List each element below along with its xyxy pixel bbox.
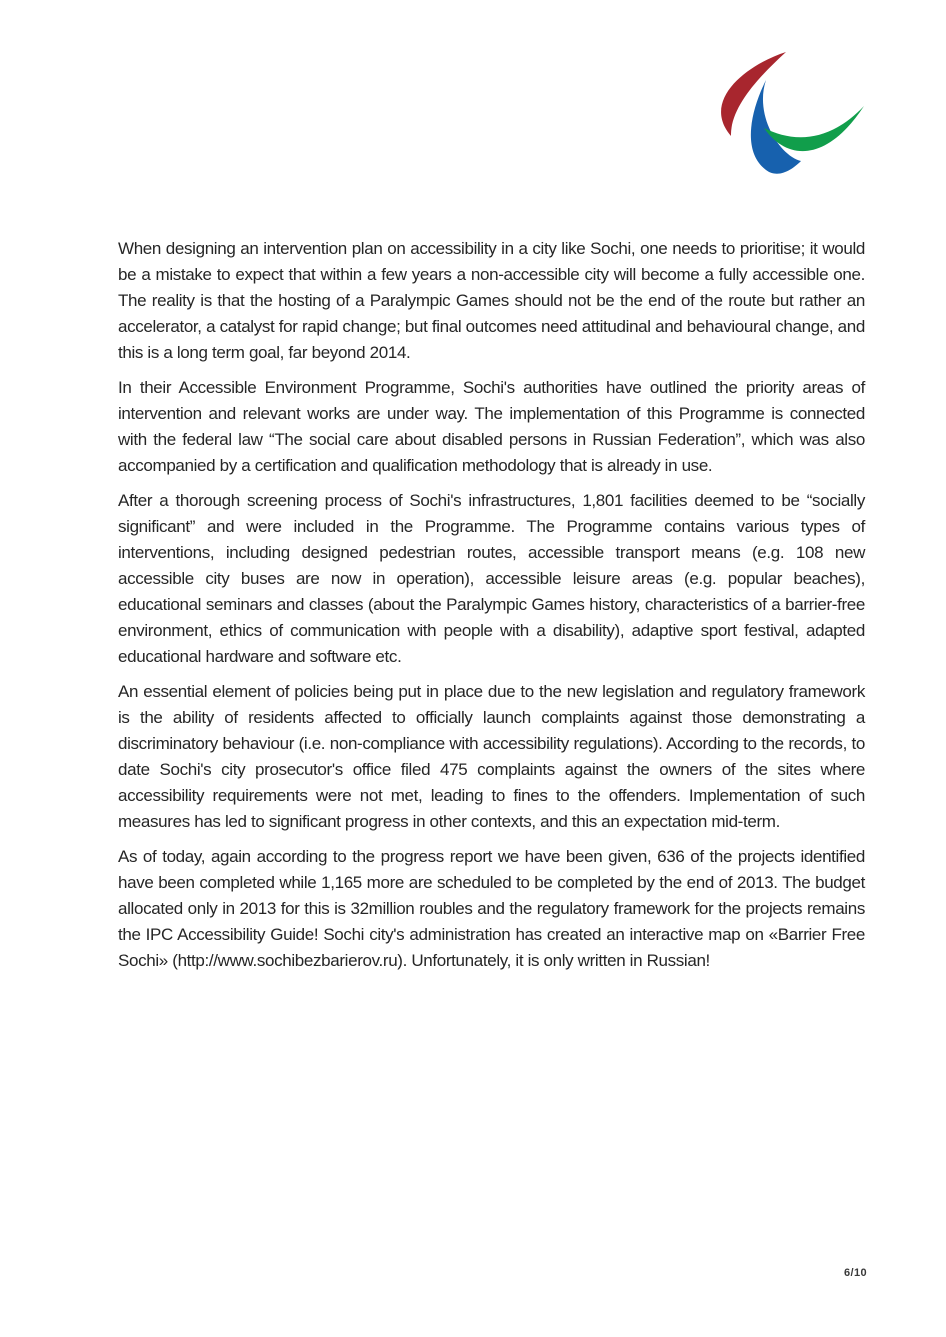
ipc-agitos-logo bbox=[706, 52, 866, 176]
paragraph-2: In their Accessible Environment Programme, Sochi's authorities have outlined the priority areas of intervention and relevant works are under way. The implementation of this Programme is connected with the federal law “The social care about disabled persons in Russian Federation”, which was also accompanied by a certification and qualification methodology that is already in use. bbox=[118, 378, 865, 475]
page-number: 6/10 bbox=[843, 1267, 867, 1279]
agito-green-swoosh bbox=[764, 106, 864, 151]
paragraph-4: An essential element of policies being put in place due to the new legislation and regulatory framework is the ability of residents affected to officially launch complaints against those demonstrating a discriminatory behaviour (i.e. non-compliance with accessibility regulations). According to the records, to date Sochi's city prosecutor's office filed 475 complaints against the owners of the sites where accessibility requirements were not met, leading to fines to the offenders. Implementation of such measures has led to significant progress in other contexts, and this an expectation mid-term. bbox=[118, 682, 865, 831]
agito-blue-swoosh bbox=[751, 80, 801, 174]
paragraph-3: After a thorough screening process of Sochi's infrastructures, 1,801 facilities deemed to be “socially significant” and were included in the Programme. The Programme contains various types of interventions, including designed pedestrian routes, accessible transport means (e.g. 108 new accessible city buses are now in operation), accessible leisure areas (e.g. popular beaches), educational seminars and classes (about the Paralympic Games history, characteristics of a barrier-free environment, ethics of communication with people with a disability), adaptive sport festival, adapted educational hardware and software etc. bbox=[118, 491, 865, 666]
document-body bbox=[118, 236, 865, 983]
paragraph-1: When designing an intervention plan on accessibility in a city like Sochi, one needs to prioritise; it would be a mistake to expect that within a few years a non-accessible city will become a fully accessible one. The reality is that the hosting of a Paralympic Games should not be the end of the route but rather an accelerator, a catalyst for rapid change; but final outcomes need attitudinal and behavioural change, and this is a long term goal, far beyond 2014. bbox=[118, 239, 865, 362]
paragraph-5: As of today, again according to the progress report we have been given, 636 of the projects identified have been completed while 1,165 more are scheduled to be completed by the end of 2013. The budget allocated only in 2013 for this is 32million roubles and the regulatory framework for the projects remains the IPC Accessibility Guide! Sochi city's administration has created an interactive map on «Barrier Free Sochi» (http://www.sochibezbarierov.ru). Unfortunately, it is only written in Russian! bbox=[118, 847, 865, 970]
agitos-svg bbox=[706, 52, 866, 176]
